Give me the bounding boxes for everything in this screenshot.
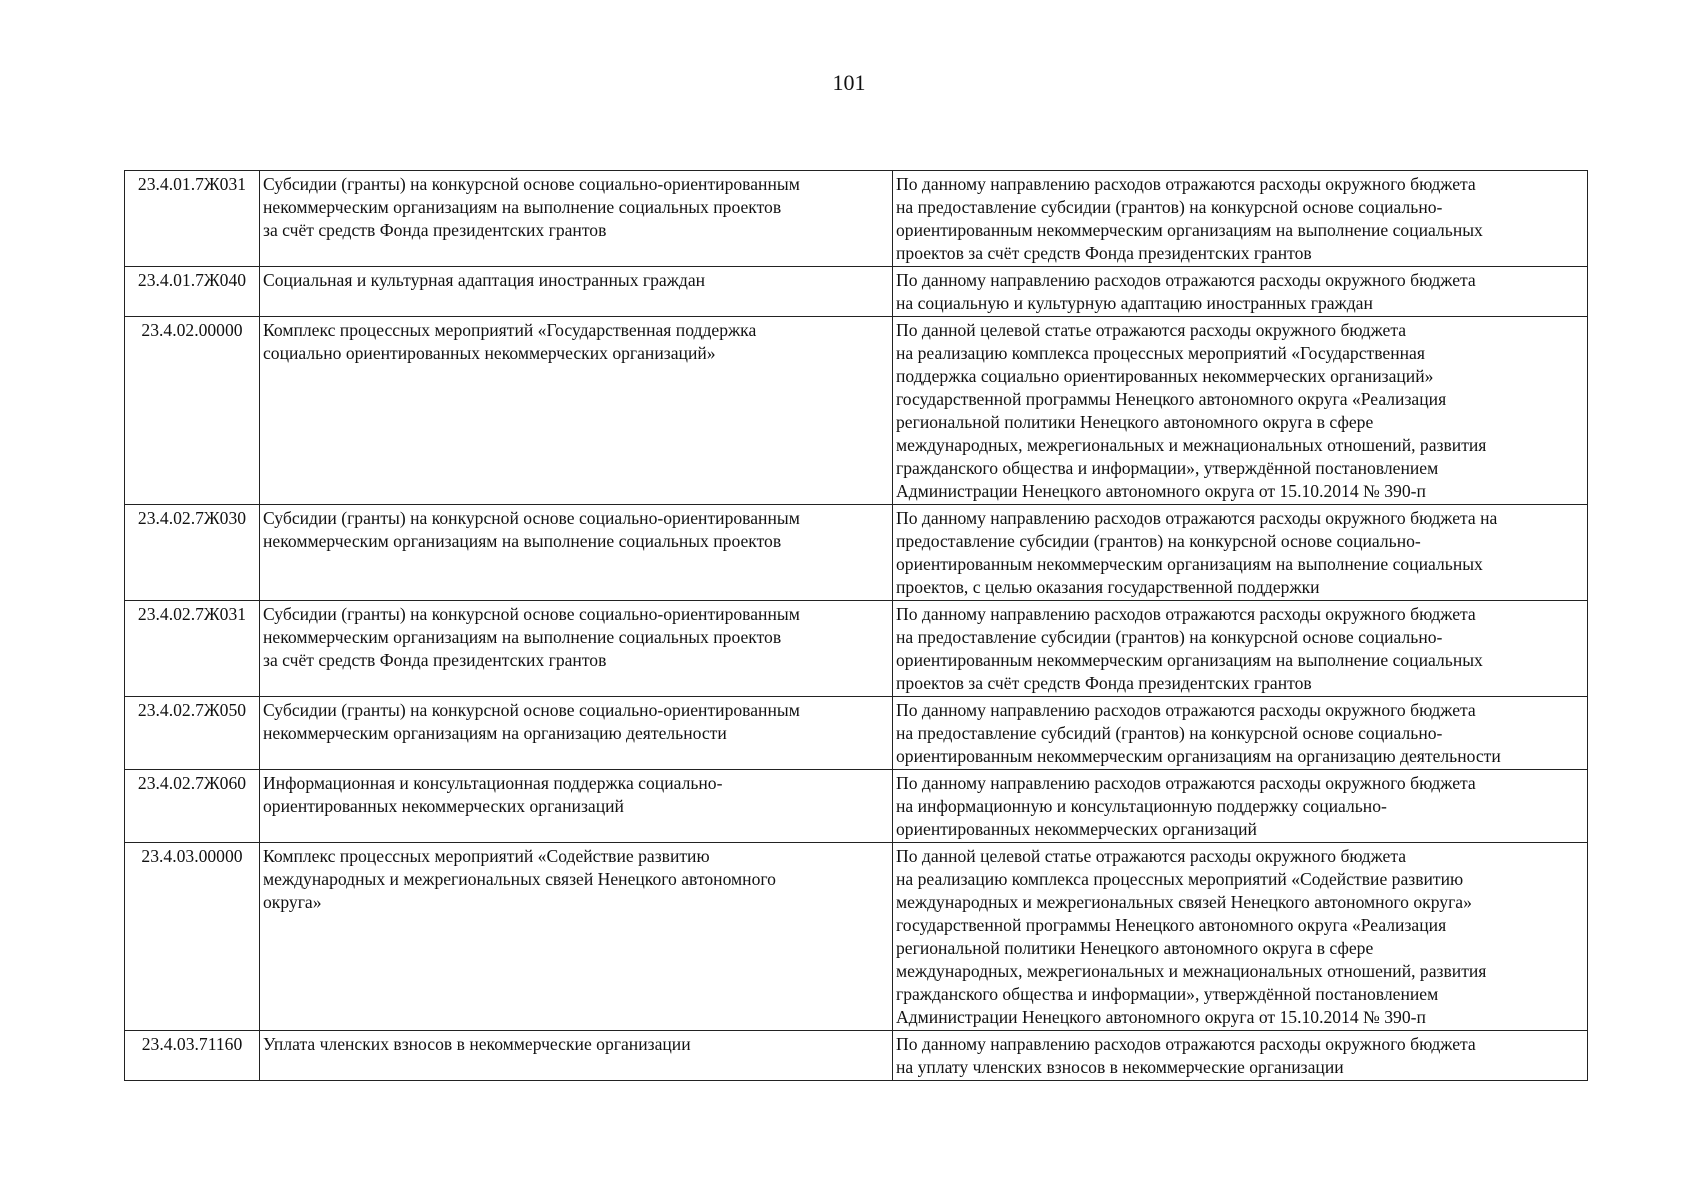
description-line: поддержка социально ориентированных некоммерческих организаций» — [896, 366, 1434, 386]
name-line: Комплекс процессных мероприятий «Содействие развитию — [263, 846, 710, 866]
description-line: региональной политики Ненецкого автономного округа в сфере — [896, 938, 1374, 958]
description-line: проектов за счёт средств Фонда президентских грантов — [896, 673, 1312, 693]
description-line: на предоставление субсидии (грантов) на конкурсной основе социально- — [896, 627, 1443, 647]
description-line: проектов за счёт средств Фонда президентских грантов — [896, 243, 1312, 263]
description-cell — [893, 171, 1588, 267]
description-line: Администрации Ненецкого автономного округа от 15.10.2014 № 390-п — [896, 1007, 1426, 1027]
description-line: предоставление субсидии (грантов) на конкурсной основе социально- — [896, 531, 1421, 551]
name-line: Комплекс процессных мероприятий «Государственная поддержка — [263, 320, 757, 340]
description-line: на предоставление субсидий (грантов) на конкурсной основе социально- — [896, 723, 1443, 743]
description-line: ориентированным некоммерческим организациям на выполнение социальных — [896, 554, 1483, 574]
description-line: на информационную и консультационную поддержку социально- — [896, 796, 1387, 816]
description-cell — [893, 843, 1588, 1031]
name-line: ориентированных некоммерческих организаций — [263, 796, 624, 816]
target-code-cell: 23.4.02.7Ж060 — [125, 770, 260, 843]
target-name-cell — [260, 697, 893, 770]
description-line: региональной политики Ненецкого автономного округа в сфере — [896, 412, 1374, 432]
table-row — [125, 505, 1588, 601]
target-name-cell — [260, 770, 893, 843]
table-row — [125, 697, 1588, 770]
name-line: Субсидии (гранты) на конкурсной основе социально-ориентированным — [263, 700, 800, 720]
table-body — [125, 171, 1588, 1081]
name-line: некоммерческим организациям на организацию деятельности — [263, 723, 727, 743]
description-line: ориентированных некоммерческих организаций — [896, 819, 1257, 839]
target-code-cell: 23.4.01.7Ж031 — [125, 171, 260, 267]
table-row — [125, 267, 1588, 317]
target-code-cell: 23.4.02.7Ж030 — [125, 505, 260, 601]
table-row — [125, 1031, 1588, 1081]
name-line: за счёт средств Фонда президентских грантов — [263, 650, 607, 670]
description-line: По данному направлению расходов отражаются расходы окружного бюджета — [896, 700, 1476, 720]
target-name-cell — [260, 1031, 893, 1081]
name-line: Субсидии (гранты) на конкурсной основе социально-ориентированным — [263, 604, 800, 624]
description-line: По данному направлению расходов отражаются расходы окружного бюджета — [896, 174, 1476, 194]
target-code-cell: 23.4.03.71160 — [125, 1031, 260, 1081]
target-name-cell — [260, 505, 893, 601]
description-line: Администрации Ненецкого автономного округа от 15.10.2014 № 390-п — [896, 481, 1426, 501]
name-line: Уплата членских взносов в некоммерческие организации — [263, 1034, 691, 1054]
name-line: Информационная и консультационная поддержка социально- — [263, 773, 723, 793]
table-row — [125, 770, 1588, 843]
description-cell — [893, 697, 1588, 770]
description-cell — [893, 1031, 1588, 1081]
target-code-cell: 23.4.02.7Ж031 — [125, 601, 260, 697]
table-row — [125, 843, 1588, 1031]
name-line: округа» — [263, 892, 322, 912]
description-line: государственной программы Ненецкого автономного округа «Реализация — [896, 915, 1447, 935]
description-line: ориентированным некоммерческим организациям на организацию деятельности — [896, 746, 1501, 766]
description-line: на уплату членских взносов в некоммерческие организации — [896, 1057, 1344, 1077]
description-line: По данному направлению расходов отражаются расходы окружного бюджета — [896, 604, 1476, 624]
target-name-cell — [260, 317, 893, 505]
target-name-cell — [260, 171, 893, 267]
table-row — [125, 601, 1588, 697]
name-line: Субсидии (гранты) на конкурсной основе социально-ориентированным — [263, 508, 800, 528]
page-number: 101 — [832, 70, 866, 95]
description-line: По данному направлению расходов отражаются расходы окружного бюджета — [896, 270, 1476, 290]
description-line: гражданского общества и информации», утверждённой постановлением — [896, 984, 1439, 1004]
description-line: По данной целевой статье отражаются расходы окружного бюджета — [896, 320, 1407, 340]
description-cell — [893, 267, 1588, 317]
name-line: за счёт средств Фонда президентских грантов — [263, 220, 607, 240]
description-line: ориентированным некоммерческим организациям на выполнение социальных — [896, 650, 1483, 670]
description-line: государственной программы Ненецкого автономного округа «Реализация — [896, 389, 1447, 409]
description-cell — [893, 601, 1588, 697]
name-line: Социальная и культурная адаптация иностранных граждан — [263, 270, 706, 290]
description-line: международных и межрегиональных связей Ненецкого автономного округа» — [896, 892, 1472, 912]
description-line: проектов, с целью оказания государственной поддержки — [896, 577, 1320, 597]
description-line: международных, межрегиональных и межнациональных отношений, развития — [896, 435, 1487, 455]
target-name-cell — [260, 601, 893, 697]
name-line: Субсидии (гранты) на конкурсной основе социально-ориентированным — [263, 174, 800, 194]
description-line: на реализацию комплекса процессных мероприятий «Государственная — [896, 343, 1425, 363]
target-code-cell: 23.4.03.00000 — [125, 843, 260, 1031]
target-code-cell: 23.4.01.7Ж040 — [125, 267, 260, 317]
description-cell — [893, 505, 1588, 601]
name-line: социально ориентированных некоммерческих организаций» — [263, 343, 716, 363]
name-line: некоммерческим организациям на выполнение социальных проектов — [263, 627, 782, 647]
budget-classification-table — [124, 170, 1588, 1081]
description-line: на реализацию комплекса процессных мероприятий «Содействие развитию — [896, 869, 1464, 889]
table-row — [125, 317, 1588, 505]
description-line: По данному направлению расходов отражаются расходы окружного бюджета на — [896, 508, 1498, 528]
target-name-cell — [260, 843, 893, 1031]
description-line: ориентированным некоммерческим организациям на выполнение социальных — [896, 220, 1483, 240]
name-line: некоммерческим организациям на выполнение социальных проектов — [263, 197, 782, 217]
target-name-cell — [260, 267, 893, 317]
name-line: некоммерческим организациям на выполнение социальных проектов — [263, 531, 782, 551]
target-code-cell: 23.4.02.7Ж050 — [125, 697, 260, 770]
name-line: международных и межрегиональных связей Ненецкого автономного — [263, 869, 776, 889]
target-code-cell: 23.4.02.00000 — [125, 317, 260, 505]
description-line: По данной целевой статье отражаются расходы окружного бюджета — [896, 846, 1407, 866]
description-line: По данному направлению расходов отражаются расходы окружного бюджета — [896, 773, 1476, 793]
description-line: По данному направлению расходов отражаются расходы окружного бюджета — [896, 1034, 1476, 1054]
description-line: на социальную и культурную адаптацию иностранных граждан — [896, 293, 1373, 313]
description-line: гражданского общества и информации», утверждённой постановлением — [896, 458, 1439, 478]
description-line: на предоставление субсидии (грантов) на конкурсной основе социально- — [896, 197, 1443, 217]
description-cell — [893, 317, 1588, 505]
table-row — [125, 171, 1588, 267]
description-cell — [893, 770, 1588, 843]
description-line: международных, межрегиональных и межнациональных отношений, развития — [896, 961, 1487, 981]
